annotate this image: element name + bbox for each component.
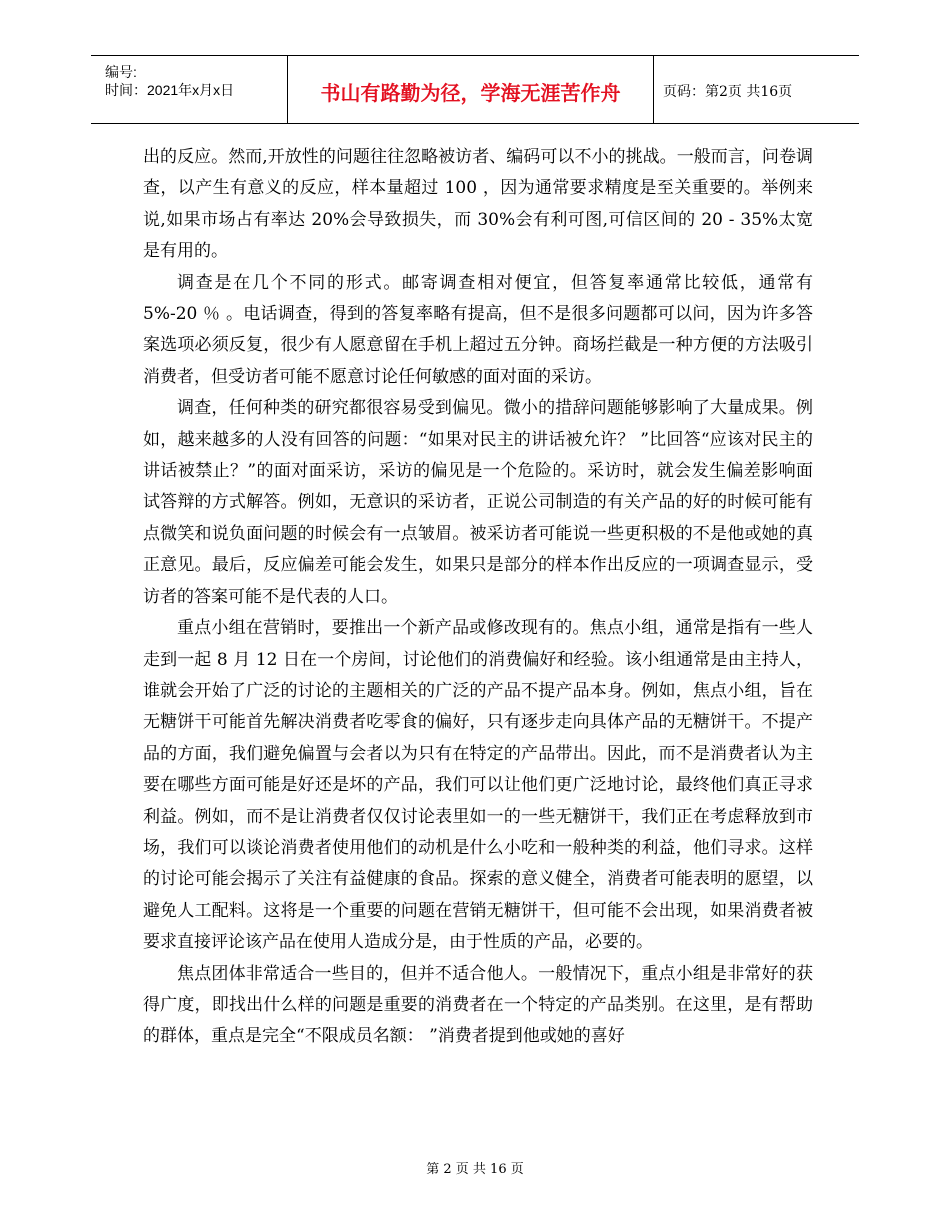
header-meta-cell — [91, 56, 287, 123]
header-motto-cell — [287, 56, 654, 123]
paragraph: 调查，任何种类的研究都很容易受到偏见。微小的措辞问题能够影响了大量成果。例如，越来越多的人没有回答的问题：“如果对民主的讲话被允许？ ”比回答“应该对民主的讲话被禁止？”的面对面采访，采访的偏见是一个危险的。采访时，就会发生偏差影响面试答辩的方式解答。例如，无意识的采访者，正说公司制造的有关产品的好的时候可能有点微笑和说负面问题的时候会有一点皱眉。被采访者可能说一些更积极的不是他或她的真正意见。最后，反应偏差可能会发生，如果只是部分的样本作出反应的一项调查显示，受访者的答案可能不是代表的人口。 — [143, 398, 813, 607]
header-page-cell — [653, 56, 859, 123]
page-header — [91, 55, 859, 124]
document-body — [143, 142, 813, 1053]
paragraph: 调查是在几个不同的形式。邮寄调查相对便宜，但答复率通常比较低，通常有 5%-20 ％ 。电话调查，得到的答复率略有提高，但不是很多问题都可以问，因为许多答案选项必须反复，很少有人愿意留在手机上超过五分钟。商场拦截是一种方便的方法吸引消费者，但受访者可能不愿意讨论任何敏感的面对面的采访。 — [143, 272, 813, 387]
paragraph: 焦点团体非常适合一些目的，但并不适合他人。一般情况下，重点小组是非常好的获得广度，即找出什么样的问题是重要的消费者在一个特定的产品类别。在这里，是有帮助的群体，重点是完全“不限成员名额： ”消费者提到他或她的喜好 — [143, 963, 813, 1047]
paragraph: 重点小组在营销时，要推出一个新产品或修改现有的。焦点小组，通常是指有一些人走到一起 8 月 12 日在一个房间，讨论他们的消费偏好和经验。该小组通常是由主持人，谁就会开始了广泛的讨论的主题相关的广泛的产品不提产品本身。例如，焦点小组，旨在无糖饼干可能首先解决消费者吃零食的偏好，只有逐步走向具体产品的无糖饼干。不提产品的方面，我们避免偏置与会者以为只有在特定的产品带出。因此，而不是消费者认为主要在哪些方面可能是好还是坏的产品，我们可以让他们更广泛地讨论，最终他们真正寻求利益。例如，而不是让消费者仅仅讨论表里如一的一些无糖饼干，我们正在考虑释放到市场，我们可以谈论消费者使用他们的动机是什么小吃和一般种类的利益，他们寻求。这样的讨论可能会揭示了关注有益健康的食品。探索的意义健全，消费者可能表明的愿望，以避免人工配料。这将是一个重要的问题在营销无糖饼干，但可能不会出现，如果消费者被要求直接评论该产品在使用人造成分是，由于性质的产品，必要的。 — [143, 618, 813, 953]
date-label: 时间：2021年x月x日 — [105, 82, 235, 98]
paragraph: 出的反应。然而,开放性的问题往往忽略被访者、编码可以不小的挑战。一般而言，问卷调查，以产生有意义的反应，样本量超过 100 ，因为通常要求精度是至关重要的。举例来说,如果市场占有率达 20%会导致损失，而 30%会有利可图,可信区间的 20 - 35%太宽是有用的。 — [143, 147, 813, 262]
header-page-info: 页码：第2页 共16页 — [663, 84, 793, 100]
serial-number-label: 编号: — [105, 64, 137, 80]
header-motto: 书山有路勤为径，学海无涯苦作舟 — [320, 81, 621, 105]
page-footer: 第 2 页 共 16 页 — [426, 1162, 524, 1177]
